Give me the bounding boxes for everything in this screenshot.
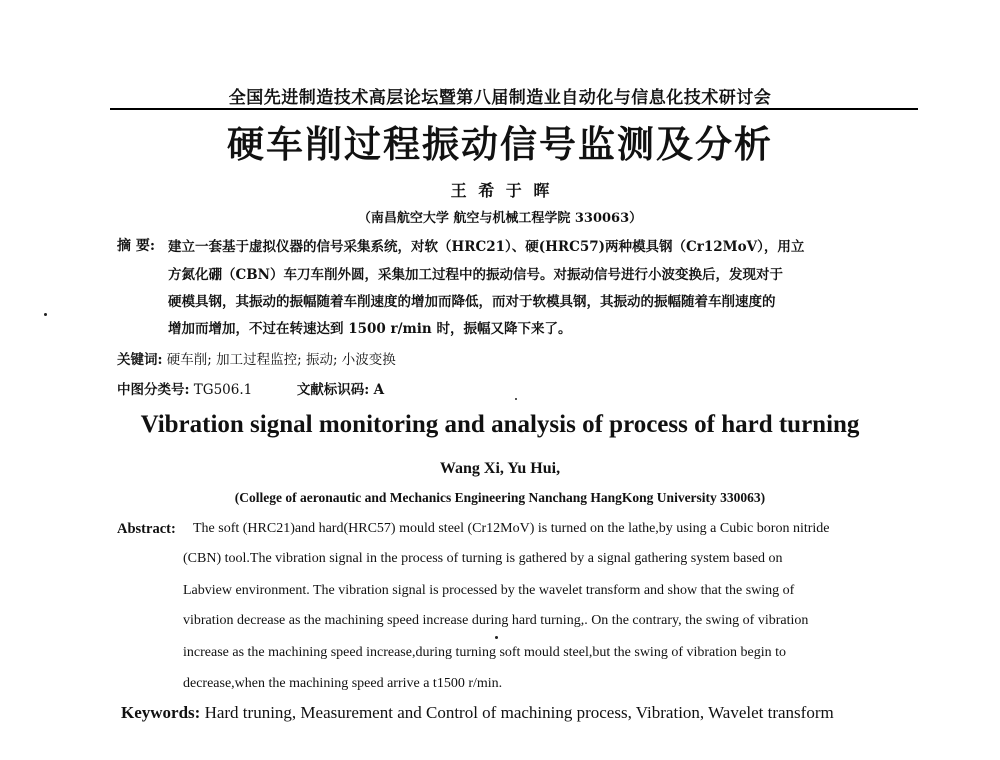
- keywords-en: [121, 703, 834, 723]
- abstract-cn-line: 建立一套基于虚拟仪器的信号采集系统，对软（HRC21）、硬(HRC57)两种模具钢（Cr12MoV），用立: [168, 239, 805, 255]
- header-rule: [110, 108, 918, 110]
- doc-code-label: 文献标识码:: [296, 382, 370, 398]
- keywords-en-value: Hard truning, Measurement and Control of machining process, Vibration, Wavelet transform: [204, 703, 834, 722]
- keywords-cn-value: 硬车削; 加工过程监控; 振动; 小波变换: [166, 352, 396, 368]
- scan-speck: [44, 313, 47, 316]
- abstract-cn-line: 增加而增加，不过在转速达到 1500 r/min 时，振幅又降下来了。: [168, 321, 572, 337]
- doc-code-value: A: [373, 382, 385, 398]
- affiliation-en: (College of aeronautic and Mechanics Engineering Nanchang HangKong University 330063): [234, 490, 766, 505]
- scan-speck: [515, 398, 517, 400]
- authors-en: Wang Xi, Yu Hui,: [439, 460, 561, 477]
- abstract-en-line: increase as the machining speed increase,during turning soft mould steel,but the swing of vibration begin to: [183, 645, 787, 660]
- scan-speck: [495, 636, 498, 639]
- abstract-en-label: Abstract:: [117, 521, 176, 537]
- abstract-en-line: (CBN) tool.The vibration signal in the process of turning is gathered by a signal gathering system based on: [183, 551, 783, 566]
- conference-header: 全国先进制造技术高层论坛暨第八届制造业自动化与信息化技术研讨会: [228, 88, 772, 108]
- abstract-cn-line: 方氮化硼（CBN）车刀车削外圆，采集加工过程中的振动信号。对振动信号进行小波变换后，发现对于: [168, 267, 783, 283]
- keywords-en-label: Keywords:: [121, 703, 201, 722]
- abstract-en-line: The soft (HRC21)and hard(HRC57) mould steel (Cr12MoV) is turned on the lathe,by using a Cubic boron nitride: [193, 521, 830, 536]
- paper-title-cn: 硬车削过程振动信号监测及分析: [227, 122, 773, 166]
- abstract-en-line: Labview environment. The vibration signal is processed by the wavelet transform and show that the swing of: [183, 583, 795, 598]
- paper-title-en: Vibration signal monitoring and analysis of process of hard turning: [140, 411, 860, 438]
- keywords-cn: [117, 348, 396, 368]
- authors-cn: 王 希 于 晖: [450, 181, 550, 200]
- clc-value: TG506.1: [193, 382, 253, 398]
- abstract-en-line: decrease,when the machining speed arrive a t1500 r/min.: [183, 676, 503, 691]
- classification-line: [117, 378, 384, 398]
- affiliation-cn: （南昌航空大学 航空与机械工程学院 330063）: [357, 211, 643, 226]
- abstract-en-line: vibration decrease as the machining speed increase during hard turning,. On the contrary, the swing of vibration: [183, 613, 809, 628]
- abstract-cn-line: 硬模具钢，其振动的振幅随着车削速度的增加而降低，而对于软模具钢，其振动的振幅随着车削速度的: [168, 294, 776, 310]
- abstract-cn-label: 摘 要:: [117, 238, 156, 254]
- clc-label: 中图分类号:: [117, 382, 190, 398]
- keywords-cn-label: 关键词:: [117, 352, 163, 368]
